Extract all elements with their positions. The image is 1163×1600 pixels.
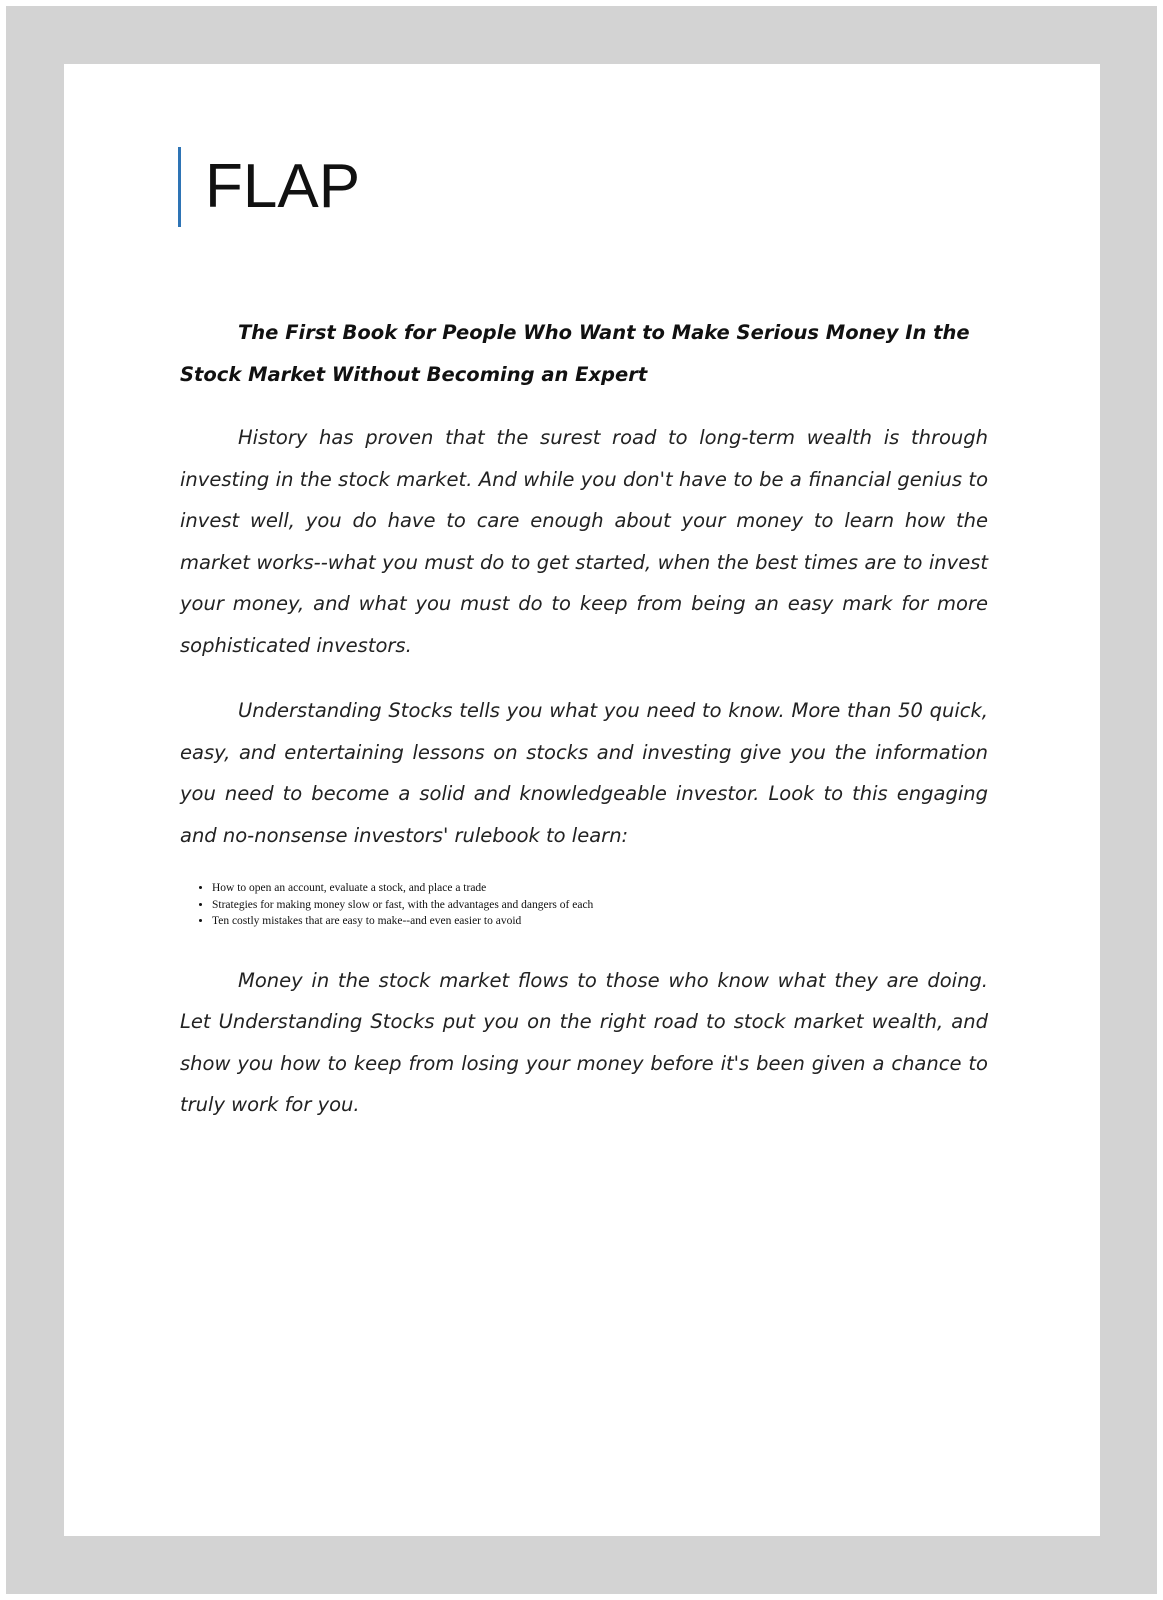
- bullet-item: • Strategies for making money slow or fast, with the advantages and dangers of each: [212, 897, 988, 914]
- page-frame: [6, 6, 1157, 1594]
- document-page: [64, 64, 1100, 1536]
- body-paragraph-3: Money in the stock market flows to those who know what they are doing. Let Understanding Stocks put you on the right road to stock market wealth, and show you how to keep from losing your money before it's been given a chance to truly work for you.: [180, 968, 988, 1116]
- lead-heading: The First Book for People Who Want to Make Serious Money In the Stock Market Without Becoming an Expert: [180, 321, 970, 386]
- bullet-item: • Ten costly mistakes that are easy to make--and even easier to avoid: [212, 913, 988, 930]
- page-title: FLAP: [205, 152, 361, 221]
- body-paragraph-2: Understanding Stocks tells you what you need to know. More than 50 quick, easy, and entertaining lessons on stocks and investing give you the information you need to become a solid and knowledgeable investor. Look to this engaging and no-nonsense investors' rulebook to learn:: [180, 699, 988, 847]
- body-paragraph-1: History has proven that the surest road to long-term wealth is through investing in the stock market. And while you don't have to be a financial genius to invest well, you do have to care enough about your money to learn how the market works--what you must do to get started, when the best times are to invest your money, and what you must do to keep from being an easy mark for more sophisticated investors.: [180, 426, 988, 657]
- bullet-list: [180, 880, 988, 930]
- title-block: [178, 147, 360, 227]
- document-body: [180, 312, 988, 1150]
- bullet-item: • How to open an account, evaluate a stock, and place a trade: [212, 880, 988, 897]
